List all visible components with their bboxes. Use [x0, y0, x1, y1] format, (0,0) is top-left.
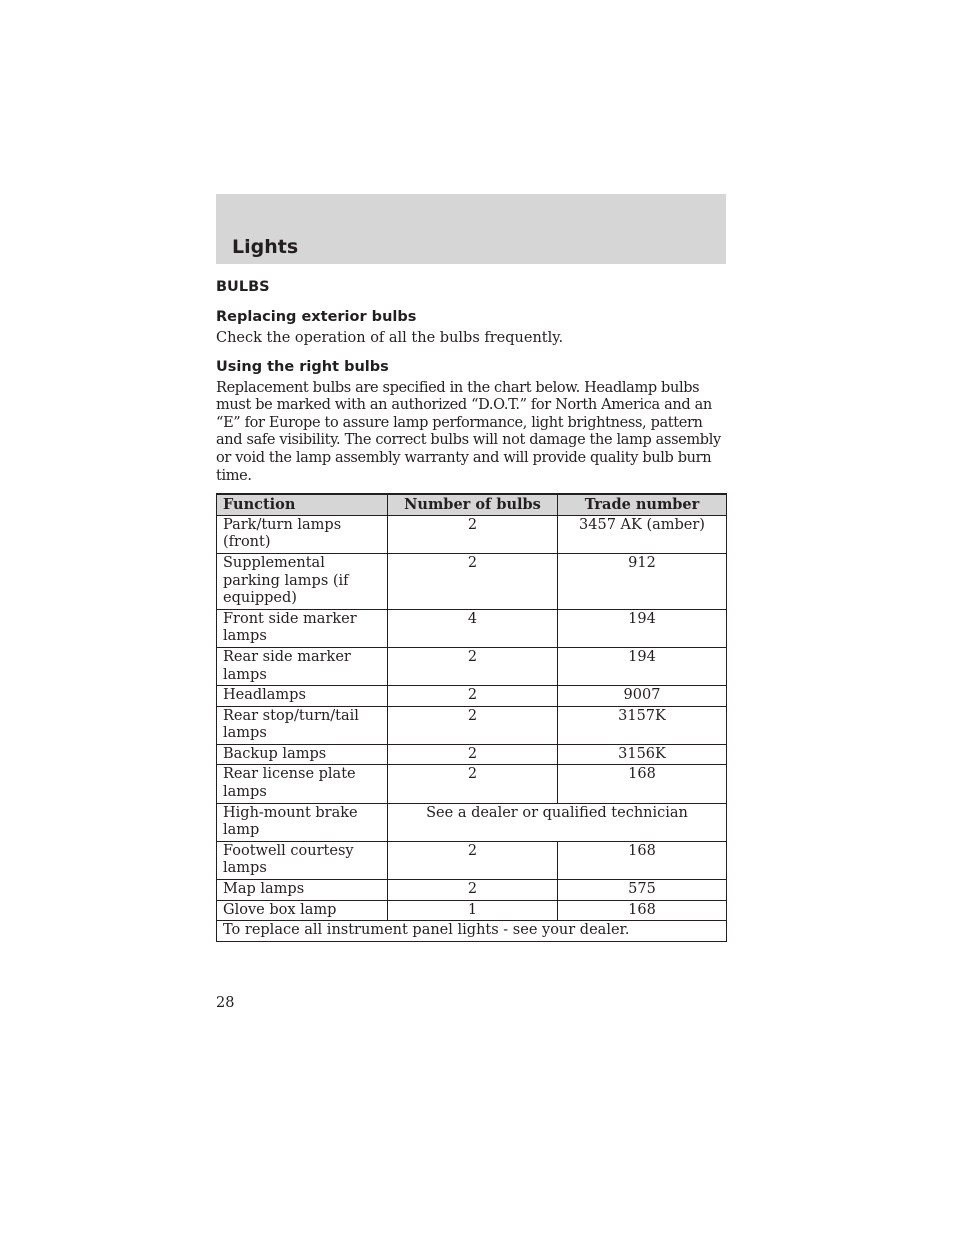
subsection-title-right-bulbs: Using the right bulbs	[216, 358, 389, 375]
column-header-function: Function	[217, 494, 388, 515]
table-row	[217, 900, 727, 921]
table-row	[217, 553, 727, 609]
function-cell: Backup lamps	[217, 744, 388, 765]
count-cell: 2	[388, 744, 558, 765]
count-cell: 2	[388, 647, 558, 685]
trade-cell: 194	[558, 647, 727, 685]
trade-cell: 194	[558, 609, 727, 647]
page-number: 28	[216, 995, 235, 1011]
column-header-trade: Trade number	[558, 494, 727, 515]
function-cell: Rear license plate lamps	[217, 765, 388, 803]
table-row	[217, 686, 727, 707]
section-header-title: Lights	[232, 236, 299, 258]
trade-cell: 575	[558, 880, 727, 901]
subsection-title-replacing: Replacing exterior bulbs	[216, 309, 417, 325]
trade-cell: 3157K	[558, 706, 727, 744]
function-cell: Glove box lamp	[217, 900, 388, 921]
function-cell: Supplemental parking lamps (if equipped)	[217, 553, 388, 609]
table-row	[217, 515, 727, 553]
function-cell: Headlamps	[217, 686, 388, 707]
page-content	[216, 278, 726, 942]
table-row	[217, 609, 727, 647]
trade-cell: 912	[558, 553, 727, 609]
trade-cell: 3457 AK (amber)	[558, 515, 727, 553]
function-cell: Rear side marker lamps	[217, 647, 388, 685]
bulb-specification-table	[216, 493, 727, 942]
trade-cell: 168	[558, 841, 727, 879]
function-cell: Footwell courtesy lamps	[217, 841, 388, 879]
table-row	[217, 841, 727, 879]
function-cell: Park/turn lamps (front)	[217, 515, 388, 553]
section-header-band	[216, 194, 726, 264]
count-cell: 2	[388, 880, 558, 901]
trade-cell: 9007	[558, 686, 727, 707]
table-header-row	[217, 494, 727, 515]
function-cell: Rear stop/turn/tail lamps	[217, 706, 388, 744]
table-row	[217, 706, 727, 744]
count-cell: 2	[388, 841, 558, 879]
table-row	[217, 647, 727, 685]
table-footer-note: To replace all instrument panel lights - see your dealer.	[217, 921, 727, 942]
section-title: BULBS	[216, 279, 270, 295]
count-cell: 2	[388, 515, 558, 553]
table-row	[217, 765, 727, 803]
function-cell: Map lamps	[217, 880, 388, 901]
trade-cell: 168	[558, 765, 727, 803]
count-cell: 2	[388, 553, 558, 609]
subsection-text-right-bulbs: Replacement bulbs are specified in the chart below. Headlamp bulbs must be marked with an authorized “D.O.T.” for North America and an “E” for Europe to assure lamp performance, light brightness, pattern and safe visibility. The correct bulbs will not damage the lamp assembly or void the lamp assembly warranty and will provide quality bulb burn time.	[216, 379, 721, 484]
count-cell: 1	[388, 900, 558, 921]
trade-cell: 3156K	[558, 744, 727, 765]
function-cell: Front side marker lamps	[217, 609, 388, 647]
column-header-count: Number of bulbs	[388, 494, 558, 515]
trade-cell: 168	[558, 900, 727, 921]
function-cell: High-mount brake lamp	[217, 803, 388, 841]
table-row	[217, 880, 727, 901]
dealer-note-cell: See a dealer or qualified technician	[388, 803, 727, 841]
table-row	[217, 744, 727, 765]
table-footer-row	[217, 921, 727, 942]
count-cell: 4	[388, 609, 558, 647]
table-row	[217, 803, 727, 841]
count-cell: 2	[388, 686, 558, 707]
subsection-text-replacing: Check the operation of all the bulbs frequently.	[216, 330, 564, 346]
count-cell: 2	[388, 706, 558, 744]
count-cell: 2	[388, 765, 558, 803]
